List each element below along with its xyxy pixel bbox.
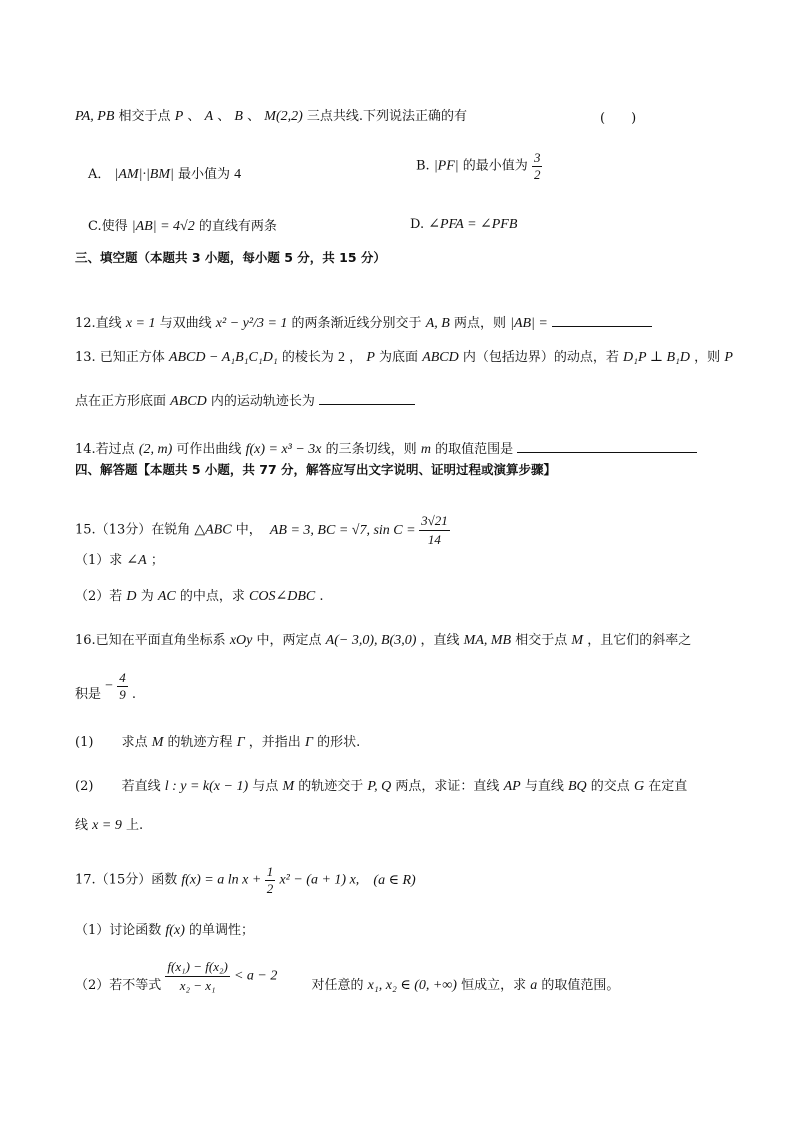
q16-product-num: 4 — [119, 670, 126, 685]
q12-hyperbola: x² − y²/3 = 1 — [215, 316, 288, 331]
q13-line1 — [75, 349, 733, 367]
q16-product-den: 9 — [119, 687, 126, 702]
q17-part2-text: （2）若不等式 — [75, 978, 162, 993]
q17-part1-end: 的单调性； — [189, 923, 255, 938]
q14-m: m — [420, 442, 431, 457]
q11-option-b-label: B. — [416, 158, 430, 174]
q17-part2-a: a — [530, 978, 538, 993]
q14-label: 14.若过点 — [75, 442, 135, 457]
q17-func-a: f(x) = a ln x + — [181, 872, 265, 888]
q17-part1-f: f(x) — [165, 923, 185, 938]
q11-option-c-label: C.使得 — [88, 219, 128, 234]
q15-part2-text: （2）若 — [75, 589, 123, 604]
q16-line-l: l : y = k(x − 1) — [164, 779, 249, 794]
q17-ineq-fraction — [165, 958, 229, 995]
q17-part2-end: 的取值范围。 — [541, 978, 620, 993]
q16-gamma: Γ — [236, 735, 245, 750]
q17-half-fraction — [265, 864, 276, 897]
q15-point-d: D — [126, 589, 137, 604]
q16-part2-text: 若直线 — [121, 779, 161, 794]
q13-point-p: P — [366, 350, 375, 365]
q16-line1 — [75, 632, 691, 650]
q17-domain: (a ∈ R) — [373, 872, 416, 888]
q17-part2-text2: 对任意的 — [311, 978, 364, 993]
q15-segment-ac: AC — [157, 589, 176, 604]
q17-half-den: 2 — [266, 881, 274, 896]
q11-sep1: 、 — [187, 109, 201, 124]
q15-given: AB = 3, BC = √7, sin C = — [269, 522, 420, 538]
q13-text2: ， — [349, 350, 363, 365]
q14-curve: f(x) = x³ − 3x — [245, 442, 322, 457]
q16-part1-text3: ，并指出 — [248, 735, 301, 750]
q11-option-b-math: |PF| — [433, 158, 459, 174]
q11-option-c — [88, 218, 277, 236]
q16-part1-end: 的形状. — [317, 735, 361, 750]
q16-part2-text7: 在定直 — [648, 779, 688, 794]
q16-product-sign: − — [105, 678, 114, 694]
q14-answer-blank[interactable] — [517, 438, 697, 453]
q17-func-b: x² − (a + 1) x, — [279, 872, 360, 888]
q17-part1 — [75, 922, 254, 940]
q14 — [75, 438, 697, 459]
q15-part2-text2: 为 — [140, 589, 154, 604]
q16-points: A(− 3,0), B(3,0) — [325, 633, 417, 648]
q15-part1 — [75, 552, 164, 570]
q16-part1-num: (1) — [75, 735, 94, 750]
q17-ineq-num: f(x₁) − f(x₂) — [167, 959, 228, 974]
q14-text1: 可作出曲线 — [176, 442, 242, 457]
q13-text5: ，则 — [694, 350, 721, 365]
q16-line-bq: BQ — [567, 779, 587, 794]
q17-part1-text: （1）讨论函数 — [75, 923, 162, 938]
section-4-title: 四、解答题【本题共 5 小题，共 77 分，解答应写出文字说明、证明过程或演算步骤】 — [75, 462, 557, 477]
q16-text4: ，且它们的斜率之 — [587, 633, 692, 648]
q13-text3: 为底面 — [379, 350, 419, 365]
q16-part2-line2b: 上. — [125, 818, 144, 833]
q11-lines: PA, PB — [75, 109, 115, 124]
q12-text1: 与双曲线 — [159, 316, 212, 331]
q11-option-d-label: D. — [410, 217, 425, 232]
q16-part2-line1 — [75, 778, 687, 796]
q13-answer-blank[interactable] — [319, 390, 415, 405]
q11-option-d — [410, 216, 517, 234]
q15-part1-text: （1）求 — [75, 553, 123, 568]
q17-part2-text3: 恒成立，求 — [461, 978, 527, 993]
q11-sep3: 、 — [247, 109, 261, 124]
q11-option-b-den: 2 — [533, 167, 541, 182]
q11-sep2: 、 — [217, 109, 231, 124]
q16-part2-line2a: 线 — [75, 818, 89, 833]
q16-part2-text3: 的轨迹交于 — [298, 779, 364, 794]
q15-label: 15.（13分）在锐角 — [75, 522, 191, 538]
q11-answer-paren: ( ) — [600, 111, 637, 126]
q16-text3: 相交于点 — [515, 633, 568, 648]
q14-text3: 的取值范围是 — [435, 442, 514, 457]
q16-gamma2: Γ — [304, 735, 313, 750]
q12-text2: 的两条渐近线分别交于 — [291, 316, 422, 331]
q14-point: (2, m) — [138, 442, 173, 457]
q17-stem — [75, 864, 416, 897]
q13-label: 13. 已知正方体 — [75, 350, 165, 365]
q16-part1 — [75, 734, 360, 752]
q16-part1-m: M — [151, 735, 164, 750]
q13-base2: ABCD — [170, 394, 207, 409]
q12 — [75, 312, 652, 333]
q12-line: x = 1 — [125, 316, 156, 331]
q14-text2: 的三条切线，则 — [325, 442, 417, 457]
q16-part2-text4: 两点，求证：直线 — [395, 779, 500, 794]
q11-option-a-math: |AM|·|BM| — [114, 167, 174, 182]
q11-option-a — [88, 166, 241, 184]
q11-option-b-text: 的最小值为 — [462, 158, 528, 174]
q16-line2-end: . — [131, 687, 136, 702]
q16-points-pq: P, Q — [367, 779, 392, 794]
q15-sin-fraction — [419, 512, 450, 549]
q16-text1: 中，两定点 — [256, 633, 322, 648]
q15-sin-den: 14 — [419, 530, 450, 549]
q16-text2: ，直线 — [420, 633, 460, 648]
q16-line-ap: AP — [503, 779, 521, 794]
q12-text3: 两点，则 — [453, 316, 506, 331]
q11-point-m: M(2,2) — [264, 109, 303, 124]
q13-text4: 内（包括边界）的动点，若 — [462, 350, 619, 365]
q16-line-x9: x = 9 — [92, 818, 122, 833]
q11-text2: 三点共线.下列说法正确的有 — [306, 109, 468, 124]
q17-ineq-rhs: < a − 2 — [233, 968, 278, 984]
q15-text1: 中， — [235, 522, 262, 538]
q13-text1: 的棱长为 — [281, 350, 334, 365]
q15-triangle: △ABC — [194, 522, 232, 538]
q16-part2-num: (2) — [75, 779, 94, 794]
q16-line2-text: 积是 — [75, 687, 102, 702]
q11-option-c-text: 的直线有两条 — [198, 219, 277, 234]
q11-option-d-math: ∠PFA = ∠PFB — [428, 217, 518, 232]
q13-cube: ABCD − A₁B₁C₁D₁ — [168, 350, 278, 365]
q12-points: A, B — [425, 316, 450, 331]
q17-ineq-den: x₂ − x₁ — [165, 976, 229, 995]
q11-point-p: P — [174, 109, 184, 124]
q12-ask: |AB| = — [510, 316, 548, 331]
q16-part1-text: 求点 — [121, 735, 148, 750]
q11-option-b-num: 3 — [533, 150, 541, 165]
q12-label: 12.直线 — [75, 316, 122, 331]
q15-part2-end: . — [319, 589, 324, 604]
q17-half-num: 1 — [266, 864, 274, 879]
q15-stem — [75, 512, 450, 549]
q11-option-a-value: 4 — [234, 167, 242, 182]
q15-part2-text3: 的中点，求 — [179, 589, 245, 604]
q11-stem — [75, 108, 467, 126]
q11-point-b: B — [234, 109, 243, 124]
q13-point-p2: P — [724, 350, 733, 365]
q15-angle-a: ∠A — [126, 553, 147, 568]
q11-option-b — [416, 150, 542, 183]
q12-answer-blank[interactable] — [552, 312, 652, 327]
q16-part2-text5: 与直线 — [524, 779, 564, 794]
q13-line2b: 内的运动轨迹长为 — [210, 394, 315, 409]
q13-base: ABCD — [422, 350, 459, 365]
q13-edge: 2 — [338, 350, 346, 365]
q16-product-fraction — [117, 670, 128, 703]
q11-point-a: A — [204, 109, 214, 124]
q16-lines: MA, MB — [463, 633, 512, 648]
q17-vars: x₁, x₂ ∈ (0, +∞) — [367, 978, 457, 993]
q11-option-c-math: |AB| = 4√2 — [131, 219, 195, 234]
q16-part1-text2: 的轨迹方程 — [167, 735, 233, 750]
q11-option-a-label: A． — [88, 167, 111, 182]
q16-part2-text2: 与点 — [252, 779, 279, 794]
q15-part1-end: ； — [150, 553, 164, 568]
q11-option-a-text: 最小值为 — [178, 167, 231, 182]
q16-part2-m: M — [282, 779, 295, 794]
q13-line2a: 点在正方形底面 — [75, 394, 167, 409]
q16-part2-text6: 的交点 — [590, 779, 630, 794]
q11-option-b-fraction — [532, 150, 543, 183]
q13-line2 — [75, 390, 415, 411]
q17-label: 17.（15分）函数 — [75, 872, 178, 888]
q16-label: 16.已知在平面直角坐标系 — [75, 633, 226, 648]
q17-part2 — [75, 958, 619, 995]
q15-part2 — [75, 588, 324, 606]
q13-condition: D₁P ⊥ B₁D — [623, 350, 691, 365]
q16-system: xOy — [229, 633, 253, 648]
q15-sin-num: 3√21 — [421, 513, 448, 528]
q11-text1: 相交于点 — [118, 109, 171, 124]
q16-line2 — [75, 670, 136, 703]
q16-point-m: M — [571, 633, 584, 648]
section-3-title: 三、填空题（本题共 3 小题，每小题 5 分，共 15 分） — [75, 250, 386, 265]
q16-point-g: G — [633, 779, 645, 794]
q15-cos-dbc: COS∠DBC — [249, 589, 316, 604]
q16-part2-line2 — [75, 817, 143, 835]
